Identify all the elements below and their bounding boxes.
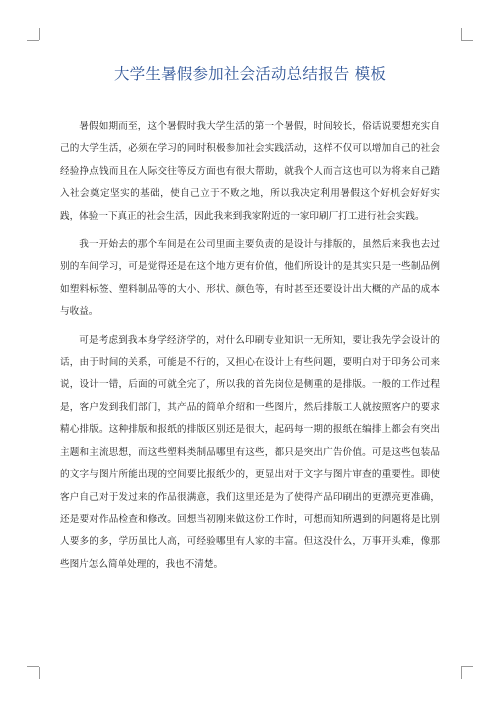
- crop-mark-bottom-right-v: [461, 667, 462, 679]
- crop-mark-top-right-h: [461, 40, 473, 41]
- crop-mark-bottom-right-h: [461, 666, 473, 667]
- document-body: [60, 116, 440, 582]
- document-title: 大学生暑假参加社会活动总结报告 模板: [113, 65, 387, 83]
- paragraph: 暑假如期而至，这个暑假时我大学生活的第一个暑假，时间较长，俗话说要想充实自己的大学生活，必须在学习的同时积极参加社会实践活动，这样不仅可以增加自己的社会经验挣点钱而且在人际交往等反方面也有很大帮助，就我个人而言这也可以为将来自己踏入社会奠定坚实的基础，使自己立于不败之地，所以我决定利用暑假这个好机会好好实践，体验一下真正的社会生活，因此我来到我家附近的一家印刷厂打工进行社会实践。: [60, 121, 440, 222]
- paragraph: 我一开始去的那个车间是在公司里面主要负责的是设计与排版的，虽然后来我也去过别的车间学习，可是觉得还是在这个地方更有价值，他们所设计的是其实只是一些制品例如塑料标签、塑料制品等的大小、形状、颜色等，有时甚至还要设计出大概的产品的成本与收益。: [60, 239, 440, 318]
- paragraph: 可是考虑到我本身学经济学的，对什么印刷专业知识一无所知，要让我先学会设计的话，由于时间的关系，可能是不行的，又担心在设计上有些问题，要明白对于印务公司来说，设计一错，后面的可就全完了，所以我的首先岗位是侧重的是排版。一般的工作过程是，客户发到我们部门，其产品的简单介绍和一些图片，然后排版工人就按照客户的要求精心排版。这种排版和报纸的排版区别还是很大，起码每一期的报纸在编排上都会有突出主题和主流思想，而这些塑料类制品哪里有这些，都只是突出广告价值。可是这些包装品的文字与图片所能出现的空间要比报纸少的，更显出对于文字与图片审查的重要性。即使客户自己对于发过来的作品很满意，我们这里还是为了使得产品印刷出的更漂亮更准确，还是要对作品检查和修改。回想当初刚来做这份工作时，可想而知所遇到的问题将是比别人要多的多，学历虽比人高，可经验哪里有人家的丰富。但这没什么，万事开头难，像那些图片怎么简单处理的，我也不清楚。: [60, 334, 440, 570]
- crop-mark-top-right-v: [461, 28, 462, 40]
- crop-mark-top-left-h: [27, 40, 39, 41]
- crop-mark-top-left-v: [39, 28, 40, 40]
- crop-mark-bottom-left-v: [39, 667, 40, 679]
- crop-mark-bottom-left-h: [27, 666, 39, 667]
